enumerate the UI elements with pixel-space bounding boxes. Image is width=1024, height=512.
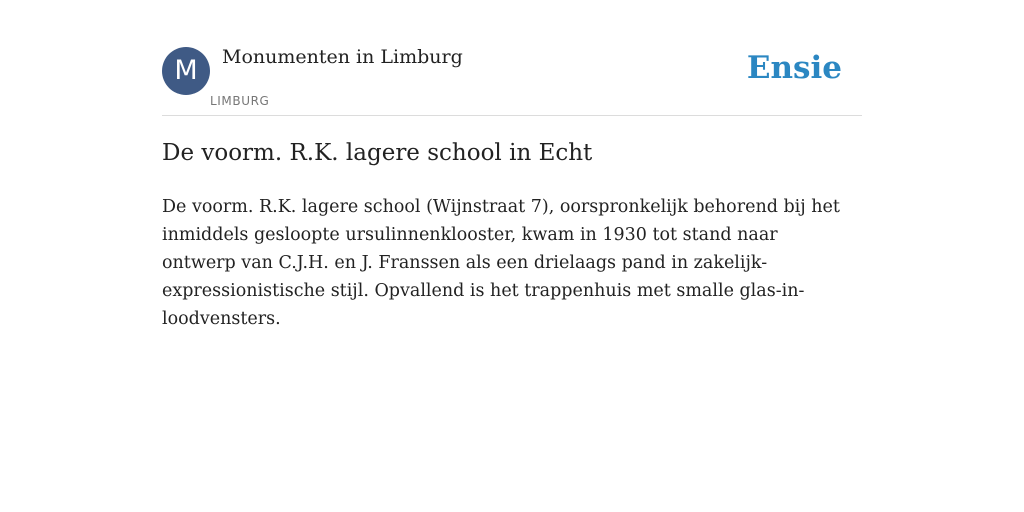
article-title: De voorm. R.K. lagere school in Echt — [162, 140, 593, 166]
brand-logo[interactable]: Ensie — [746, 50, 842, 86]
header — [162, 0, 862, 116]
article-body: De voorm. R.K. lagere school (Wijnstraat 7), oorspronkelijk behorend bij het inmiddels gesloopte ursulinnenklooster, kwam in 1930 tot stand naar ontwerp van C.J.H. en J. Franssen als een drielaags pand in zakelijk-expressionistische stijl. Opvallend is het trappenhuis met smalle glas-in-loodvensters. — [162, 197, 840, 329]
source-category[interactable]: LIMBURG — [210, 94, 270, 108]
source-title[interactable]: Monumenten in Limburg — [222, 46, 463, 68]
avatar[interactable]: M — [162, 47, 210, 95]
